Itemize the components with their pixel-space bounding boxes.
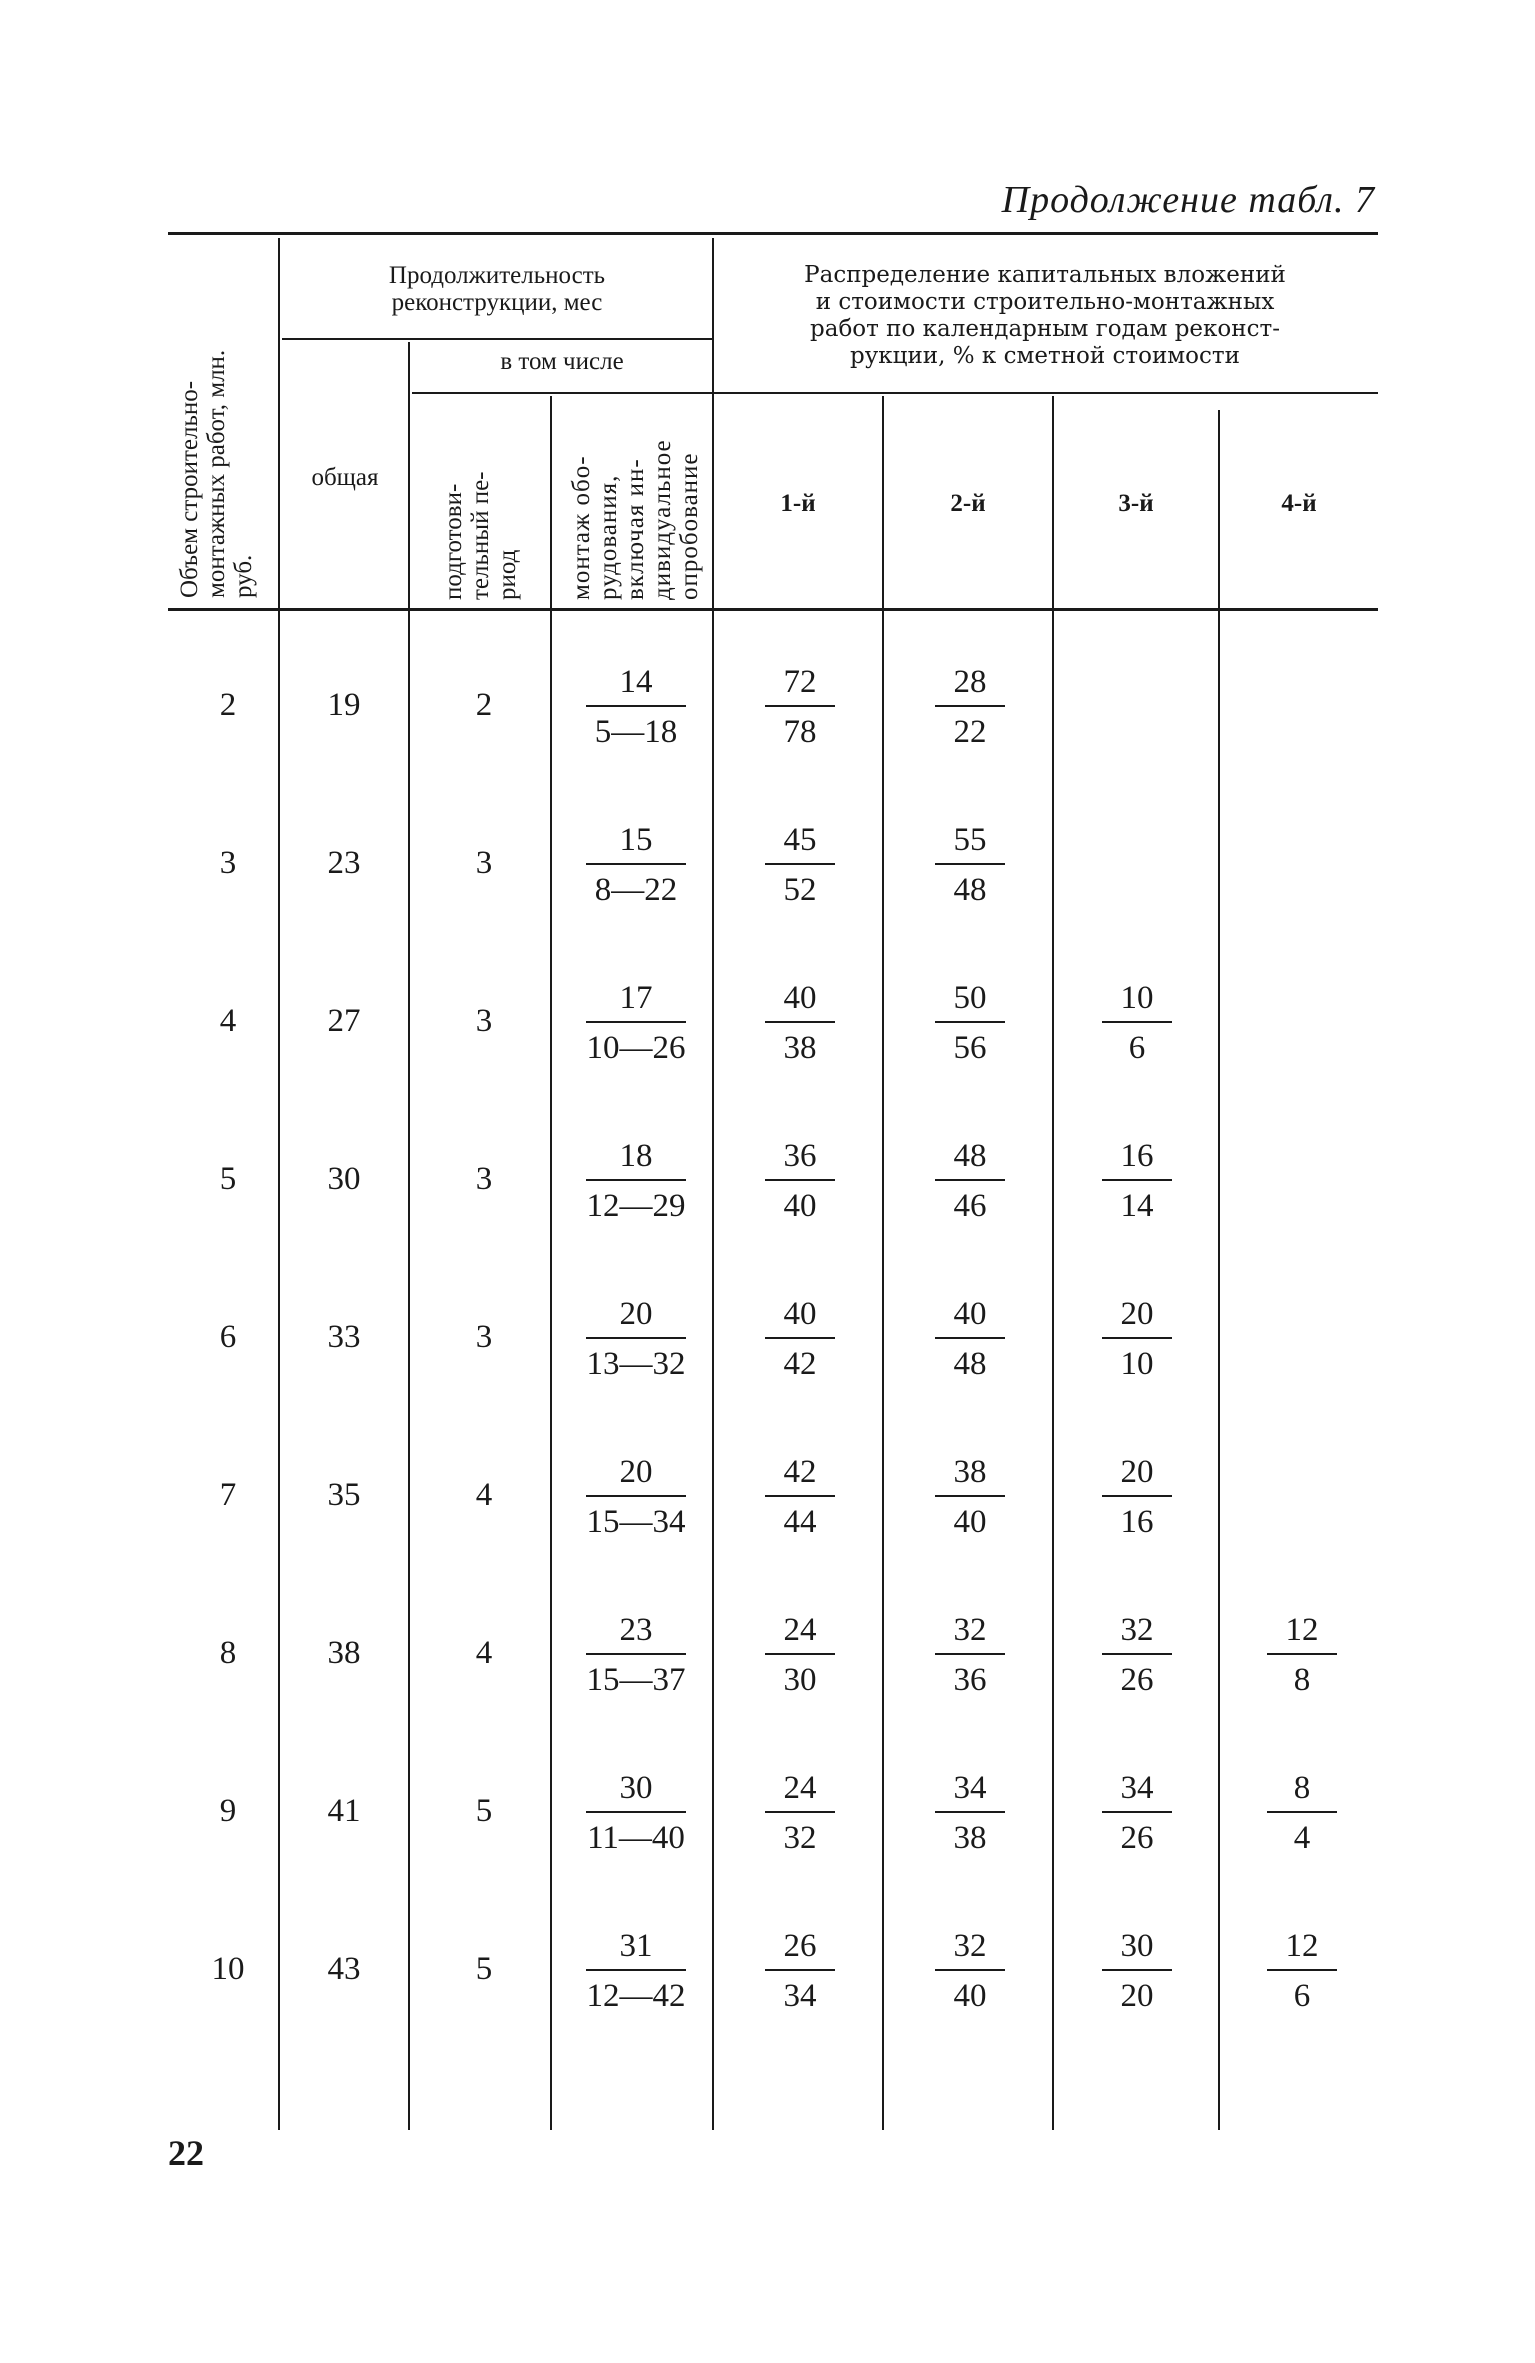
fraction-bar xyxy=(765,705,835,707)
cell-prep: 5 xyxy=(475,1793,493,1829)
cell-install xyxy=(566,1611,706,1699)
cell-prep: 3 xyxy=(475,1319,493,1355)
cell-total: 23 xyxy=(327,845,361,881)
fraction-bottom: 26 xyxy=(1120,1820,1154,1856)
cell-prep: 3 xyxy=(475,845,493,881)
cell-year-4 xyxy=(1232,1927,1372,2015)
fraction-top: 20 xyxy=(1120,1454,1154,1490)
fraction-top: 17 xyxy=(619,980,653,1016)
fraction-bar xyxy=(765,1969,835,1971)
fraction-bar xyxy=(765,1495,835,1497)
header-year-3: 3-й xyxy=(1118,490,1154,517)
fraction-bar xyxy=(935,1969,1005,1971)
cell-prep: 4 xyxy=(475,1477,493,1513)
cell-install xyxy=(566,663,706,751)
cell-volume: 7 xyxy=(219,1477,237,1513)
fraction-bottom: 30 xyxy=(783,1662,817,1698)
header-bottom-rule xyxy=(168,608,1378,611)
cell-year-2 xyxy=(900,1453,1040,1541)
header-year-2: 2-й xyxy=(950,490,986,517)
cell-year-3 xyxy=(1067,1295,1207,1383)
cell-volume: 6 xyxy=(219,1319,237,1355)
cell-volume: 9 xyxy=(219,1793,237,1829)
continuation-title: Продолжение табл. 7 xyxy=(1001,179,1375,221)
fraction-bar xyxy=(586,1811,686,1813)
fraction-bottom: 13—32 xyxy=(586,1346,686,1382)
fraction-top: 10 xyxy=(1120,980,1154,1016)
fraction-top: 32 xyxy=(953,1612,987,1648)
cell-year-1 xyxy=(730,1927,870,2015)
fraction-top: 42 xyxy=(783,1454,817,1490)
fraction-bar xyxy=(935,1811,1005,1813)
fraction-bar xyxy=(935,1495,1005,1497)
header-prep: подготови- тельный пе- риод xyxy=(440,471,521,600)
fraction-top: 32 xyxy=(953,1928,987,1964)
fraction-top: 14 xyxy=(619,664,653,700)
fraction-bottom: 36 xyxy=(953,1662,987,1698)
header-install: монтаж обо- рудования, включая ин- дивидуальное опробование xyxy=(568,439,703,600)
fraction-bar xyxy=(1267,1811,1337,1813)
cell-total: 41 xyxy=(327,1793,361,1829)
cell-year-3 xyxy=(1067,1611,1207,1699)
header-distribution: Распределение капитальных вложений и стоимости строительно-монтажных работ по календарным годам реконст- рукции, % к сметной стоимости xyxy=(804,262,1286,369)
fraction-bottom: 20 xyxy=(1120,1978,1154,2014)
col-rule-6 xyxy=(1052,396,1054,2130)
fraction-top: 15 xyxy=(619,822,653,858)
cell-year-1 xyxy=(730,1769,870,1857)
fraction-top: 40 xyxy=(783,980,817,1016)
fraction-bar xyxy=(586,1179,686,1181)
fraction-bottom: 15—34 xyxy=(586,1504,686,1540)
header-total: общая xyxy=(311,464,379,491)
cell-total: 30 xyxy=(327,1161,361,1197)
cell-prep: 3 xyxy=(475,1003,493,1039)
fraction-top: 8 xyxy=(1293,1770,1311,1806)
col-rule-4 xyxy=(712,238,714,2130)
cell-total: 33 xyxy=(327,1319,361,1355)
fraction-bottom: 56 xyxy=(953,1030,987,1066)
cell-year-2 xyxy=(900,1927,1040,2015)
fraction-bar xyxy=(935,863,1005,865)
fraction-bar xyxy=(935,1653,1005,1655)
fraction-bottom: 8 xyxy=(1293,1662,1311,1698)
col-rule-7 xyxy=(1218,410,1220,2130)
fraction-bar xyxy=(586,1495,686,1497)
fraction-top: 48 xyxy=(953,1138,987,1174)
fraction-bottom: 40 xyxy=(953,1504,987,1540)
cell-year-2 xyxy=(900,1769,1040,1857)
cell-year-4 xyxy=(1232,1769,1372,1857)
fraction-bar xyxy=(1102,1021,1172,1023)
fraction-bottom: 11—40 xyxy=(587,1820,685,1856)
cell-total: 19 xyxy=(327,687,361,723)
fraction-bottom: 6 xyxy=(1293,1978,1311,2014)
cell-install xyxy=(566,1295,706,1383)
fraction-top: 34 xyxy=(953,1770,987,1806)
fraction-bottom: 38 xyxy=(953,1820,987,1856)
cell-volume: 10 xyxy=(211,1951,245,1987)
header-rule-distribution xyxy=(712,392,1378,394)
cell-prep: 3 xyxy=(475,1161,493,1197)
fraction-top: 16 xyxy=(1120,1138,1154,1174)
fraction-bar xyxy=(1102,1811,1172,1813)
fraction-bar xyxy=(765,1653,835,1655)
fraction-bar xyxy=(935,1179,1005,1181)
fraction-bar xyxy=(935,1337,1005,1339)
fraction-bottom: 38 xyxy=(783,1030,817,1066)
cell-prep: 2 xyxy=(475,687,493,723)
header-including: в том числе xyxy=(500,348,624,375)
fraction-bottom: 40 xyxy=(783,1188,817,1224)
header-year-4: 4-й xyxy=(1281,490,1317,517)
cell-year-1 xyxy=(730,1453,870,1541)
fraction-top: 34 xyxy=(1120,1770,1154,1806)
fraction-bottom: 8—22 xyxy=(594,872,678,908)
fraction-top: 23 xyxy=(619,1612,653,1648)
fraction-top: 12 xyxy=(1285,1928,1319,1964)
fraction-top: 36 xyxy=(783,1138,817,1174)
fraction-top: 50 xyxy=(953,980,987,1016)
fraction-top: 12 xyxy=(1285,1612,1319,1648)
fraction-bar xyxy=(765,863,835,865)
cell-year-2 xyxy=(900,1295,1040,1383)
cell-prep: 5 xyxy=(475,1951,493,1987)
cell-volume: 4 xyxy=(219,1003,237,1039)
fraction-bottom: 34 xyxy=(783,1978,817,2014)
cell-install xyxy=(566,821,706,909)
fraction-bar xyxy=(1102,1495,1172,1497)
cell-year-2 xyxy=(900,1137,1040,1225)
fraction-bar xyxy=(1102,1179,1172,1181)
col-rule-5 xyxy=(882,396,884,2130)
fraction-bottom: 10—26 xyxy=(586,1030,686,1066)
fraction-bottom: 15—37 xyxy=(586,1662,686,1698)
fraction-top: 38 xyxy=(953,1454,987,1490)
fraction-top: 31 xyxy=(619,1928,653,1964)
fraction-top: 30 xyxy=(1120,1928,1154,1964)
fraction-bottom: 14 xyxy=(1120,1188,1154,1224)
cell-year-1 xyxy=(730,663,870,751)
fraction-bottom: 16 xyxy=(1120,1504,1154,1540)
fraction-bar xyxy=(765,1021,835,1023)
header-duration: Продолжительность реконструкции, мес xyxy=(388,262,606,316)
cell-total: 27 xyxy=(327,1003,361,1039)
header-year-1: 1-й xyxy=(780,490,816,517)
cell-volume: 5 xyxy=(219,1161,237,1197)
col-rule-3 xyxy=(550,396,552,2130)
fraction-top: 40 xyxy=(783,1296,817,1332)
fraction-top: 26 xyxy=(783,1928,817,1964)
cell-year-1 xyxy=(730,821,870,909)
fraction-bottom: 12—42 xyxy=(586,1978,686,2014)
fraction-top: 32 xyxy=(1120,1612,1154,1648)
fraction-bar xyxy=(765,1179,835,1181)
col-rule-1 xyxy=(278,238,280,2130)
fraction-top: 20 xyxy=(619,1454,653,1490)
fraction-bar xyxy=(586,1337,686,1339)
cell-year-2 xyxy=(900,979,1040,1067)
cell-install xyxy=(566,979,706,1067)
fraction-bottom: 26 xyxy=(1120,1662,1154,1698)
fraction-bottom: 40 xyxy=(953,1978,987,2014)
fraction-top: 24 xyxy=(783,1770,817,1806)
cell-total: 43 xyxy=(327,1951,361,1987)
fraction-bar xyxy=(1267,1969,1337,1971)
fraction-bar xyxy=(586,1653,686,1655)
cell-volume: 2 xyxy=(219,687,237,723)
fraction-bar xyxy=(586,1969,686,1971)
table-top-rule xyxy=(168,232,1378,235)
fraction-bar xyxy=(586,1021,686,1023)
fraction-bottom: 22 xyxy=(953,714,987,750)
fraction-top: 18 xyxy=(619,1138,653,1174)
cell-year-3 xyxy=(1067,1769,1207,1857)
fraction-bottom: 48 xyxy=(953,1346,987,1382)
fraction-top: 20 xyxy=(619,1296,653,1332)
fraction-top: 20 xyxy=(1120,1296,1154,1332)
fraction-top: 40 xyxy=(953,1296,987,1332)
fraction-bar xyxy=(1267,1653,1337,1655)
fraction-bottom: 78 xyxy=(783,714,817,750)
page-number: 22 xyxy=(168,2133,204,2173)
header-rule-including xyxy=(412,392,712,394)
fraction-bottom: 5—18 xyxy=(594,714,678,750)
cell-volume: 8 xyxy=(219,1635,237,1671)
header-rule-duration xyxy=(282,338,712,340)
fraction-bottom: 32 xyxy=(783,1820,817,1856)
col-rule-2 xyxy=(408,342,410,2130)
fraction-top: 72 xyxy=(783,664,817,700)
fraction-bottom: 44 xyxy=(783,1504,817,1540)
fraction-bottom: 4 xyxy=(1293,1820,1311,1856)
fraction-bar xyxy=(1102,1969,1172,1971)
fraction-top: 30 xyxy=(619,1770,653,1806)
cell-year-1 xyxy=(730,979,870,1067)
cell-year-3 xyxy=(1067,1137,1207,1225)
cell-year-2 xyxy=(900,663,1040,751)
cell-prep: 4 xyxy=(475,1635,493,1671)
cell-install xyxy=(566,1769,706,1857)
fraction-bar xyxy=(586,705,686,707)
cell-total: 38 xyxy=(327,1635,361,1671)
fraction-top: 45 xyxy=(783,822,817,858)
fraction-bottom: 42 xyxy=(783,1346,817,1382)
fraction-bottom: 10 xyxy=(1120,1346,1154,1382)
fraction-bottom: 6 xyxy=(1128,1030,1146,1066)
fraction-bar xyxy=(1102,1653,1172,1655)
cell-install xyxy=(566,1927,706,2015)
cell-year-4 xyxy=(1232,1611,1372,1699)
fraction-top: 55 xyxy=(953,822,987,858)
cell-year-2 xyxy=(900,1611,1040,1699)
cell-year-1 xyxy=(730,1137,870,1225)
fraction-bar xyxy=(1102,1337,1172,1339)
cell-year-1 xyxy=(730,1295,870,1383)
cell-year-1 xyxy=(730,1611,870,1699)
fraction-bar xyxy=(586,863,686,865)
cell-install xyxy=(566,1137,706,1225)
cell-volume: 3 xyxy=(219,845,237,881)
fraction-bottom: 52 xyxy=(783,872,817,908)
cell-year-3 xyxy=(1067,1453,1207,1541)
cell-year-3 xyxy=(1067,979,1207,1067)
cell-year-2 xyxy=(900,821,1040,909)
cell-total: 35 xyxy=(327,1477,361,1513)
fraction-bottom: 46 xyxy=(953,1188,987,1224)
fraction-bottom: 48 xyxy=(953,872,987,908)
fraction-top: 24 xyxy=(783,1612,817,1648)
fraction-bar xyxy=(935,1021,1005,1023)
fraction-bar xyxy=(765,1337,835,1339)
fraction-bottom: 12—29 xyxy=(586,1188,686,1224)
cell-install xyxy=(566,1453,706,1541)
cell-year-3 xyxy=(1067,1927,1207,2015)
header-volume: Объем строительно- монтажных работ, млн. руб. xyxy=(176,349,257,598)
fraction-bar xyxy=(935,705,1005,707)
fraction-top: 28 xyxy=(953,664,987,700)
fraction-bar xyxy=(765,1811,835,1813)
